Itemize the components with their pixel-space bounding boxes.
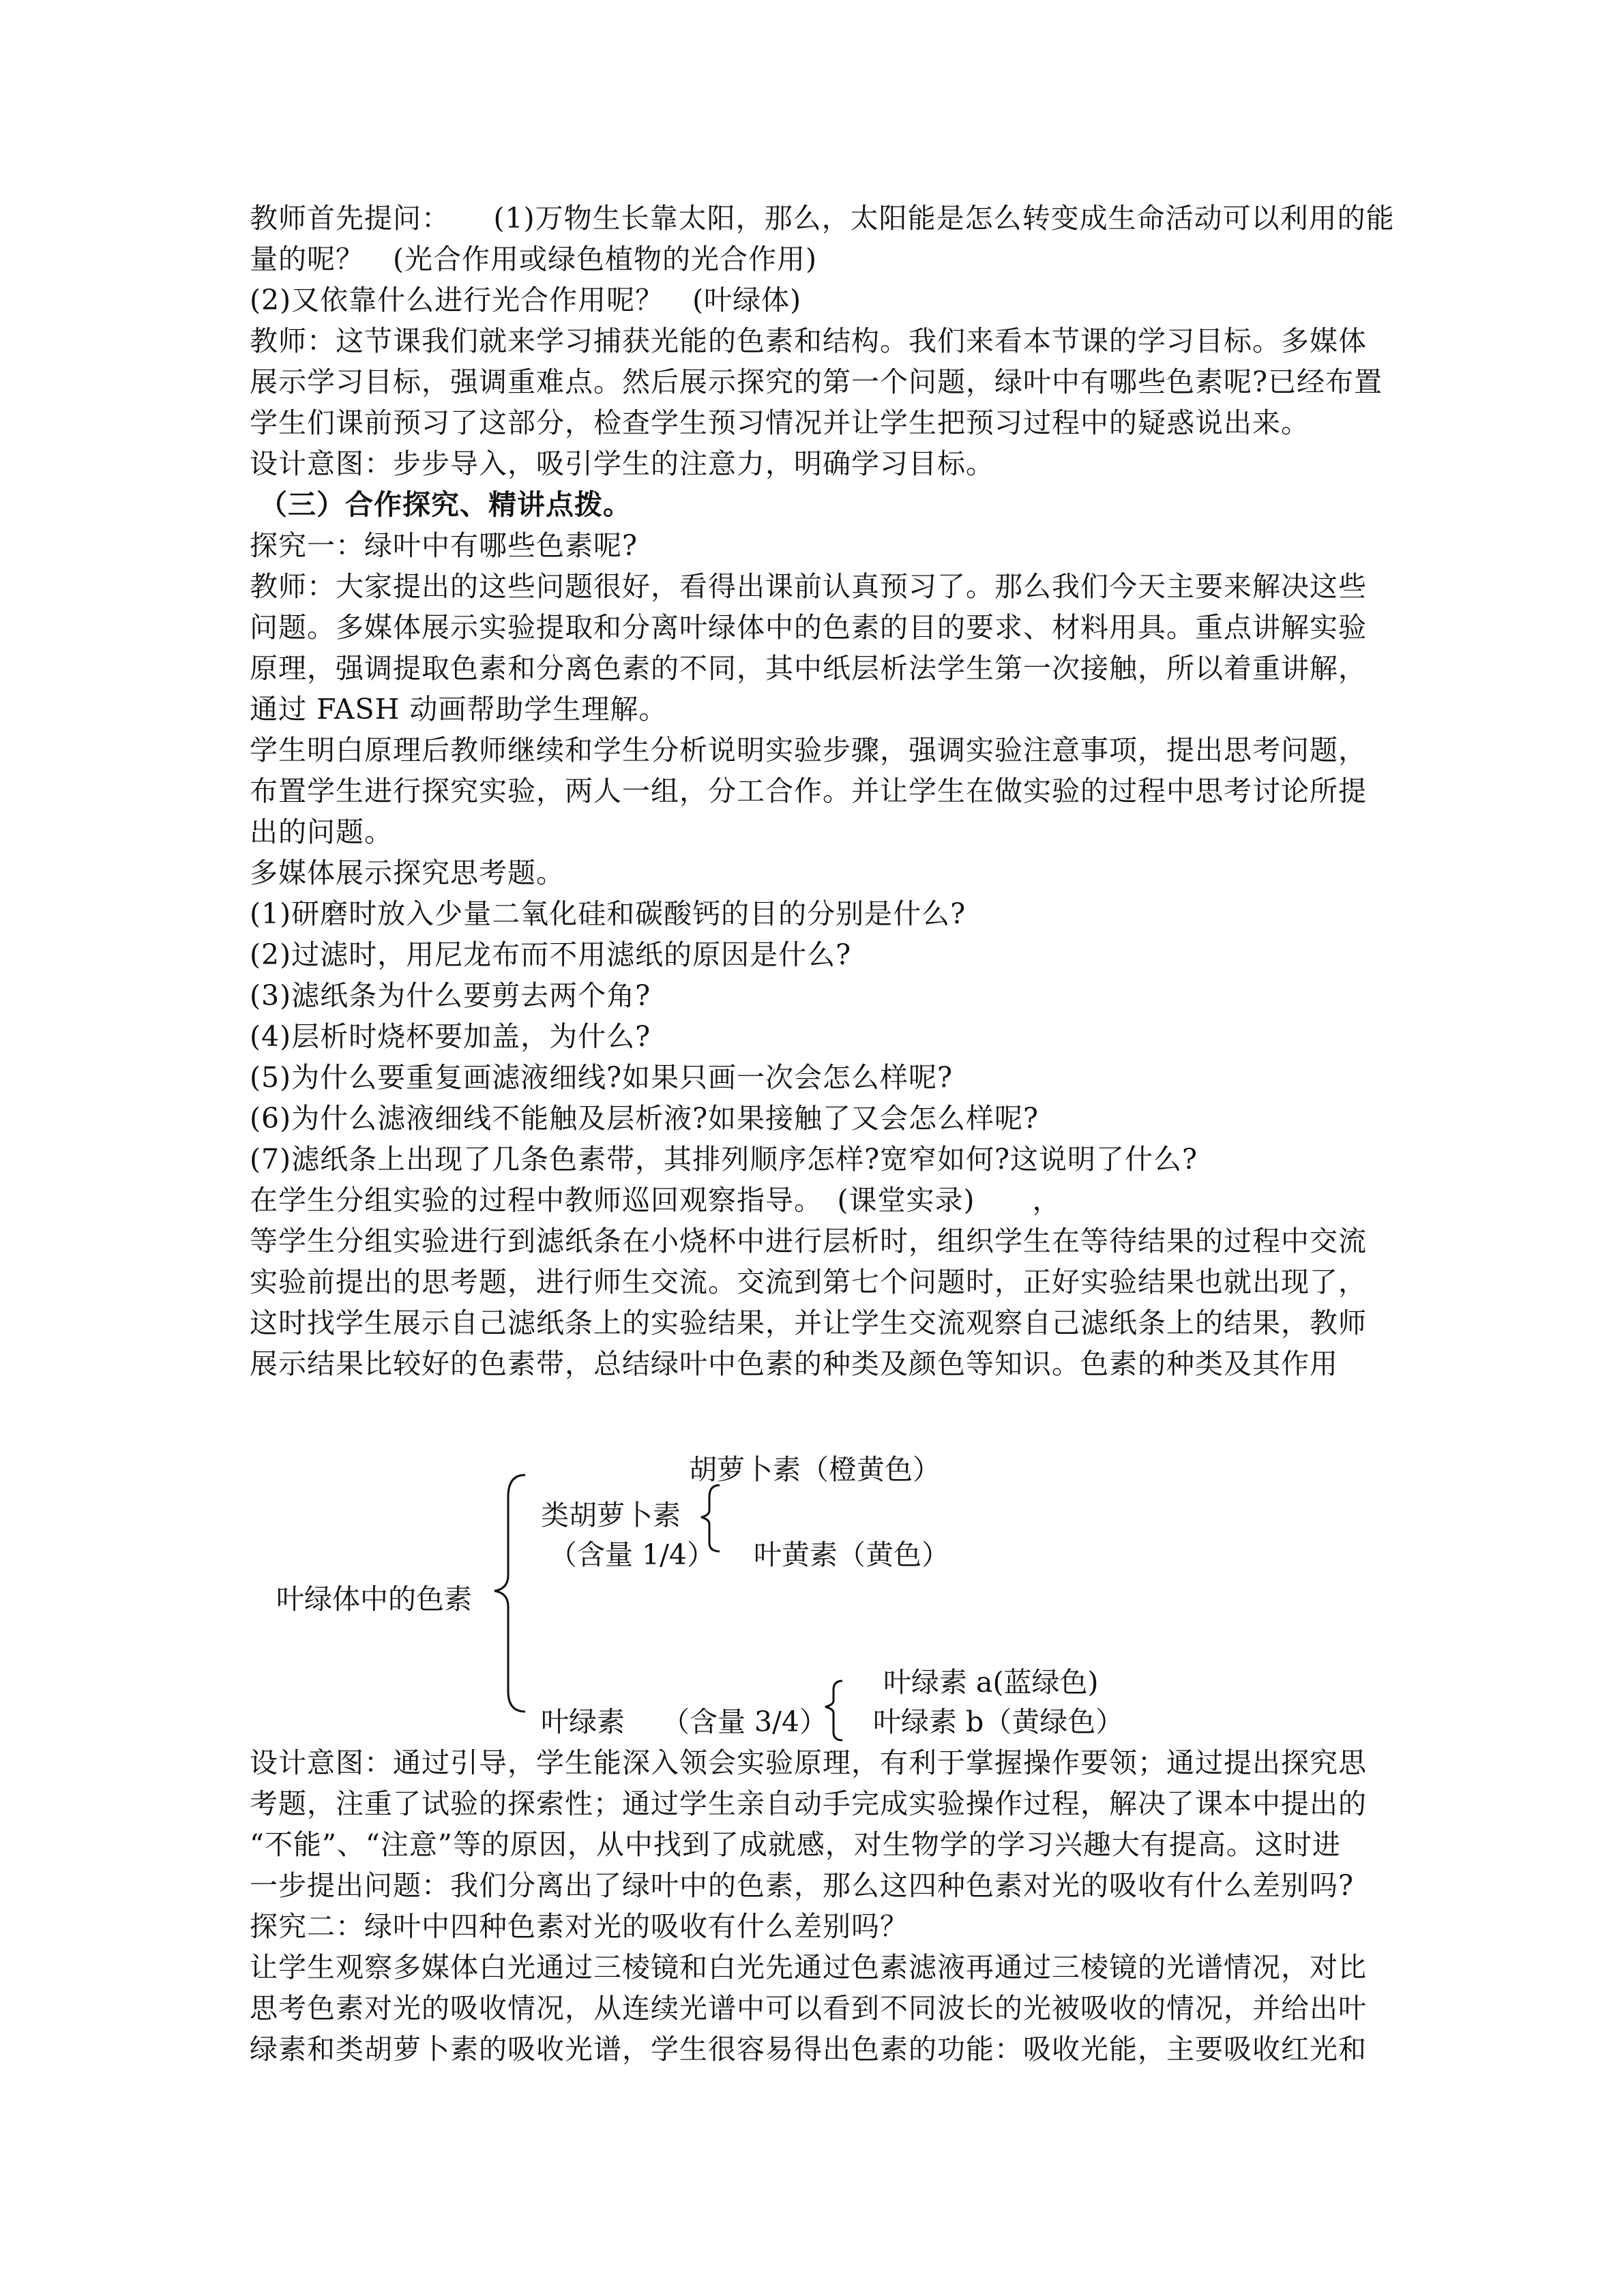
text-line: 教师：大家提出的这些问题很好，看得出课前认真预习了。那么我们今天主要来解决这些 [250,570,1367,603]
question-item: (1)研磨时放入少量二氧化硅和碳酸钙的目的分别是什么? [250,897,966,930]
text-line: 问题。多媒体展示实验提取和分离叶绿体中的色素的目的要求、材料用具。重点讲解实验 [250,611,1367,644]
text-line: 出的问题。 [250,816,393,848]
chlorophyll-label: 叶绿素 [541,1705,625,1738]
carotene-label: 胡萝卜素（橙黄色） [689,1453,941,1486]
text-line: 绿素和类胡萝卜素的吸收光谱，学生很容易得出色素的功能：吸收光能，主要吸收红光和 [250,2033,1367,2066]
question-item: (4)层析时烧杯要加盖，为什么? [250,1020,651,1053]
question-item: (6)为什么滤液细线不能触及层析液?如果接触了又会怎么样呢? [250,1102,1039,1135]
text-line: (2)又依靠什么进行光合作用呢？ (叶绿体) [250,284,802,316]
text-line: 展示结果比较好的色素带，总结绿叶中色素的种类及颜色等知识。色素的种类及其作用 [250,1347,1338,1380]
text-line: 探究一：绿叶中有哪些色素呢? [250,529,638,562]
text-line: 教师首先提问： (1)万物生长靠太阳，那么，太阳能是怎么转变成生命活动可以利用的能 [250,202,1395,235]
question-item: (2)过滤时，用尼龙布而不用滤纸的原因是什么? [250,938,852,971]
text-line: 设计意图：步步导入，吸引学生的注意力，明确学习目标。 [250,447,994,480]
text-line: 思考色素对光的吸收情况，从连续光谱中可以看到不同波长的光被吸收的情况，并给出叶 [250,1992,1367,2025]
carotenoid-content: （含量 1/4） [549,1538,715,1571]
text-line: 展示学习目标，强调重难点。然后展示探究的第一个问题，绿叶中有哪些色素呢?已经布置 [250,366,1383,398]
main-brace [494,1475,525,1712]
text-line: 教师：这节课我们就来学习捕获光能的色素和结构。我们来看本节课的学习目标。多媒体 [250,325,1367,357]
question-item: (5)为什么要重复画滤液细线?如果只画一次会怎么样呢? [250,1061,954,1094]
chlorophyll-b-label: 叶绿素 b（黄绿色） [873,1705,1124,1738]
text-line: 学生明白原理后教师继续和学生分析说明实验步骤，强调实验注意事项，提出思考问题， [250,734,1367,766]
text-line: 考题，注重了试验的探索性；通过学生亲自动手完成实验操作过程，解决了课本中提出的 [250,1787,1367,1820]
text-line: 学生们课前预习了这部分，检查学生预习情况并让学生把预习过程中的疑惑说出来。 [250,406,1310,439]
chlorophyll-a-label: 叶绿素 a(蓝绿色) [883,1666,1099,1699]
text-line: 这时找学生展示自己滤纸条上的实验结果，并让学生交流观察自己滤纸条上的结果，教师 [250,1307,1367,1339]
text-line: “不能”、“注意”等的原因，从中找到了成就感，对生物学的学习兴趣大有提高。这时进 [250,1828,1341,1861]
chlorophyll-content: （含量 3/4） [662,1705,828,1738]
text-line: 探究二：绿叶中四种色素对光的吸收有什么差别吗？ [250,1910,909,1943]
text-line: 量的呢？ (光合作用或绿色植物的光合作用) [250,243,817,275]
question-item: (7)滤纸条上出现了几条色素带，其排列顺序怎样?宽窄如何?这说明了什么? [250,1143,1198,1176]
text-line: 实验前提出的思考题，进行师生交流。交流到第七个问题时，正好实验结果也就出现了， [250,1266,1367,1298]
section-heading: （三）合作探究、精讲点拨。 [259,488,632,521]
text-line: 设计意图：通过引导，学生能深入领会实验原理，有利于掌握操作要领；通过提出探究思 [250,1746,1367,1779]
text-line: 布置学生进行探究实验，两人一组，分工合作。并让学生在做实验的过程中思考讨论所提 [250,775,1367,807]
text-line: 让学生观察多媒体白光通过三棱镜和白光先通过色素滤液再通过三棱镜的光谱情况，对比 [250,1951,1367,1984]
carotenoid-label: 类胡萝卜素 [541,1499,681,1532]
diagram-root: 叶绿体中的色素 [276,1583,472,1615]
question-item: (3)滤纸条为什么要剪去两个角? [250,979,651,1012]
text-line: 多媒体展示探究思考题。 [250,856,565,889]
text-line: 通过 FASH 动画帮助学生理解。 [250,693,668,726]
text-line: 原理，强调提取色素和分离色素的不同，其中纸层析法学生第一次接触，所以着重讲解， [250,652,1367,685]
chlorophyll-brace [825,1681,842,1740]
xanthophyll-label: 叶黄素（黄色） [754,1538,949,1571]
text-line: 在学生分组实验的过程中教师巡回观察指导。 (课堂实录) ， [250,1184,1061,1217]
text-line: 一步提出问题：我们分离出了绿叶中的色素，那么这四种色素对光的吸收有什么差别吗? [250,1869,1354,1902]
text-line: 等学生分组实验进行到滤纸条在小烧杯中进行层析时，组织学生在等待结果的过程中交流 [250,1225,1367,1257]
